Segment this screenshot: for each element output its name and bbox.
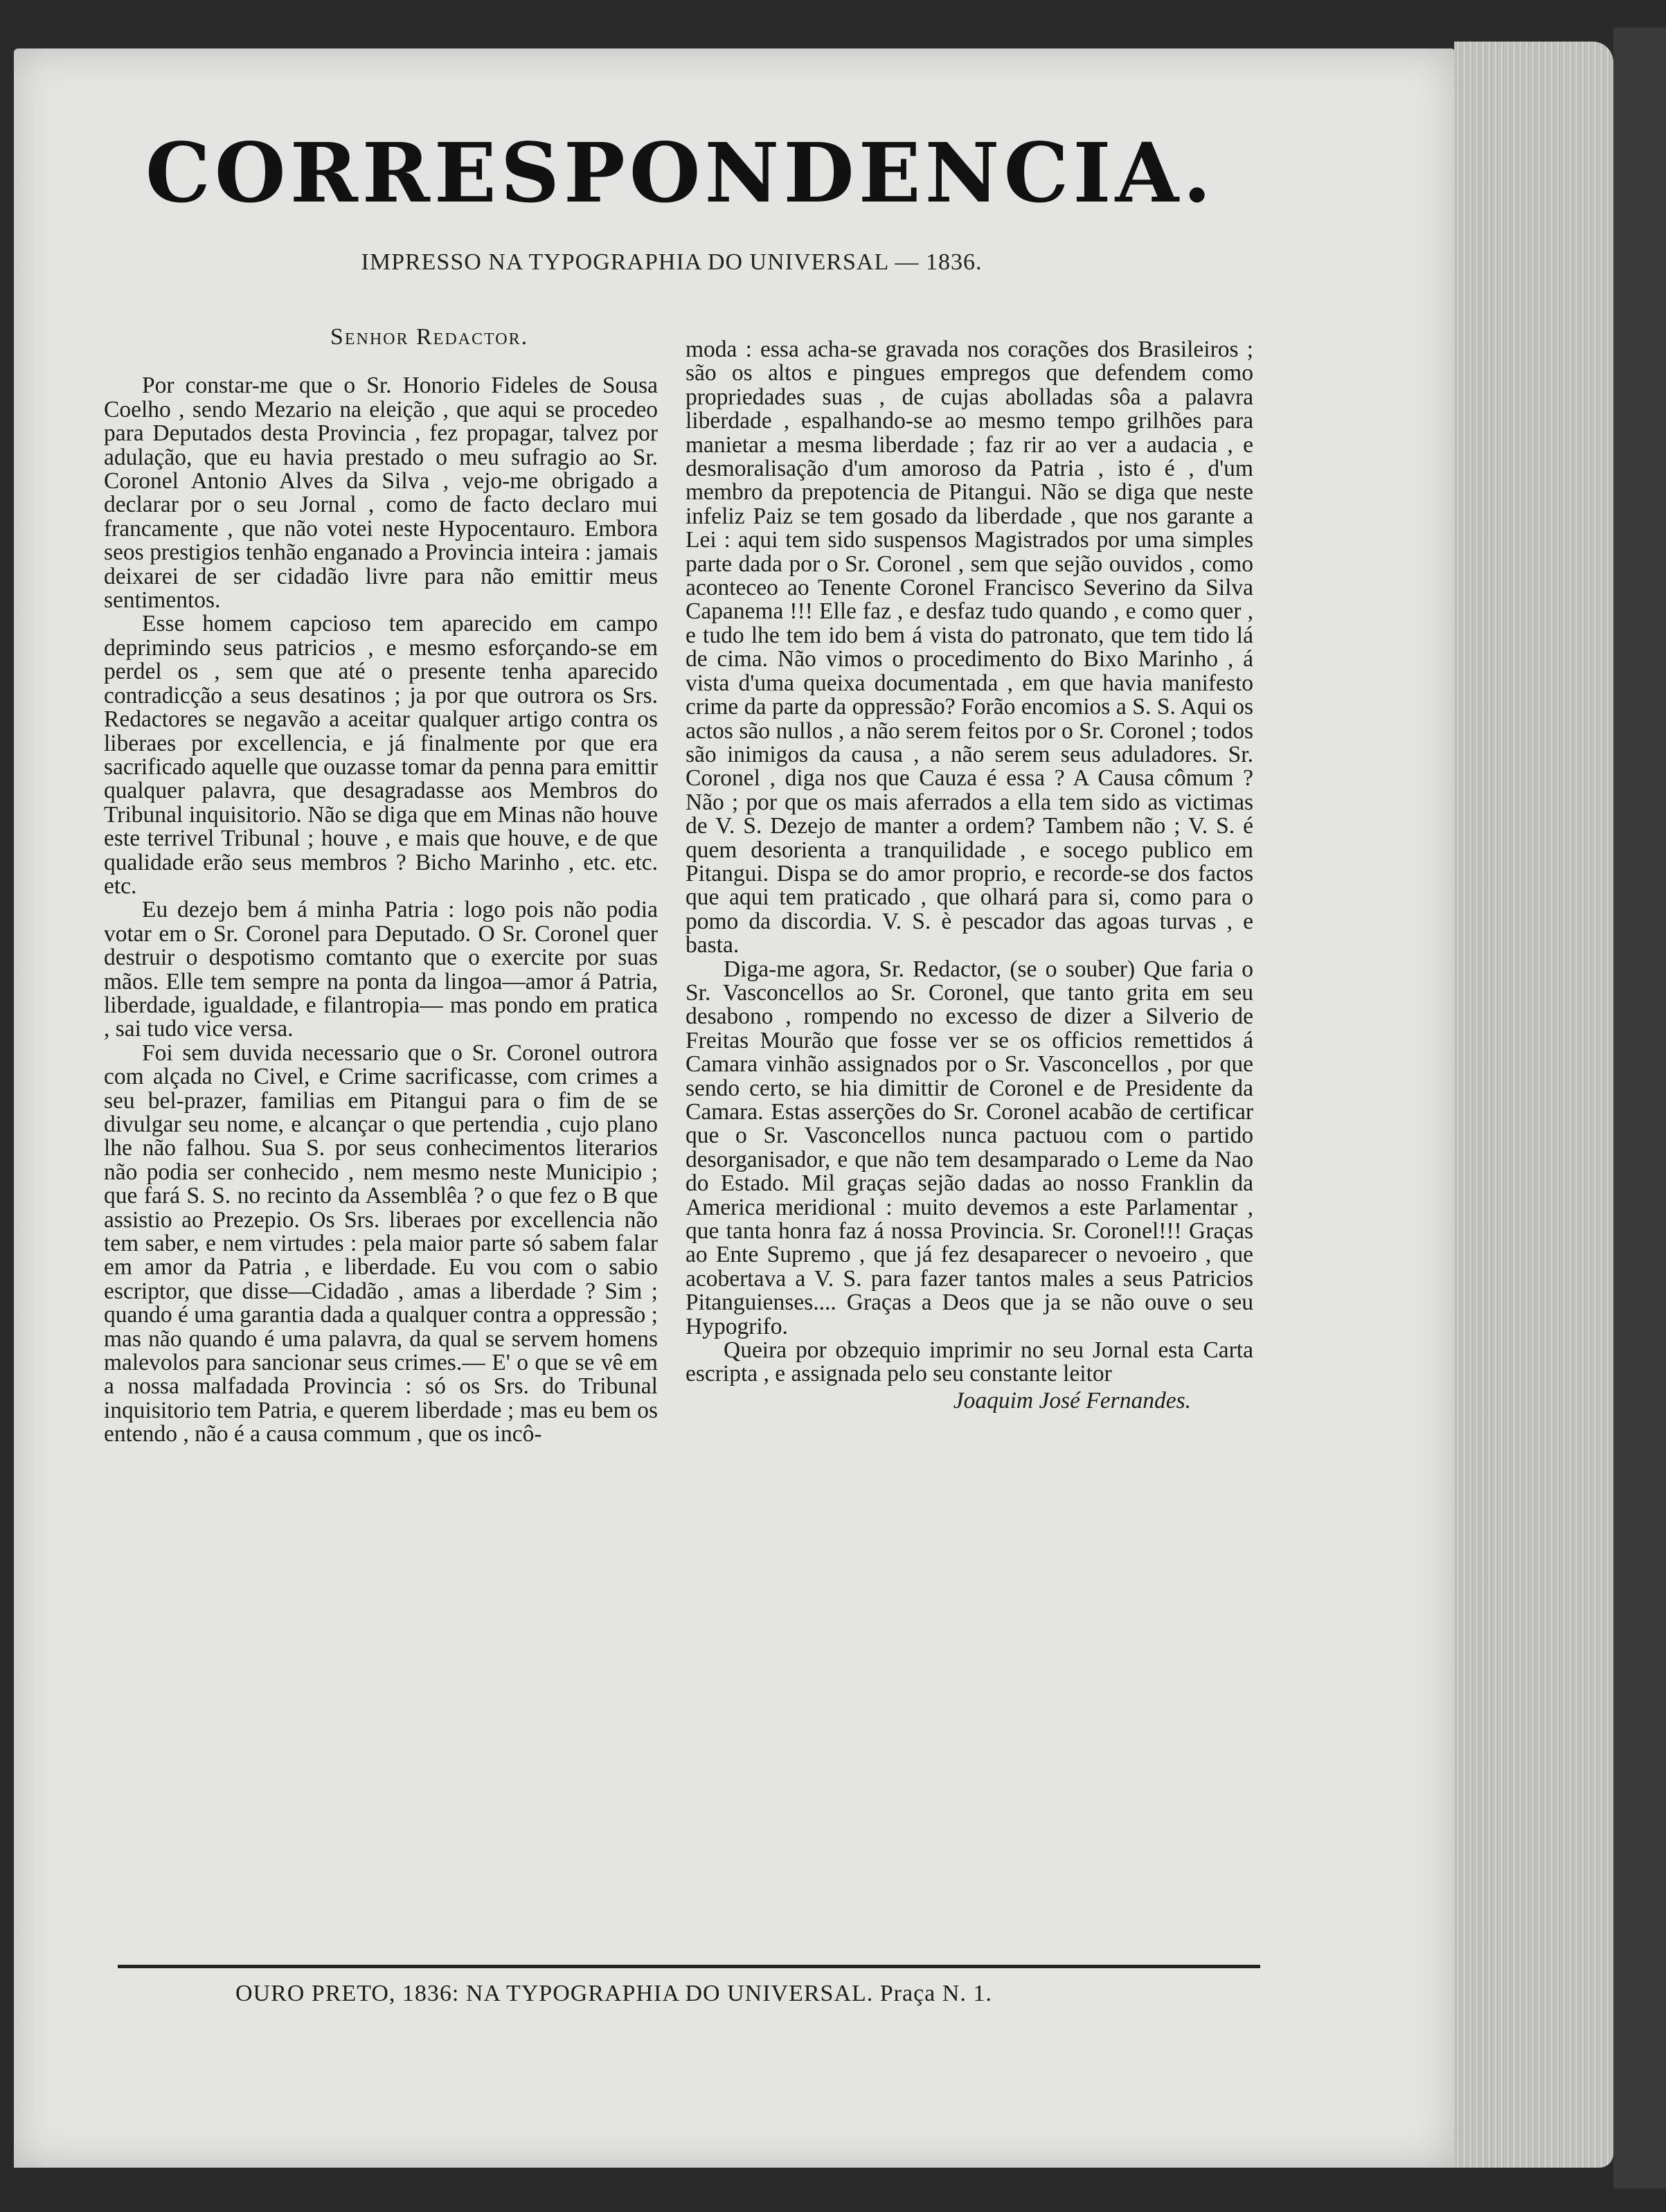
- imprint-line: IMPRESSO NA TYPOGRAPHIA DO UNIVERSAL — 1836.: [361, 249, 983, 275]
- paragraph: Por constar-me que o Sr. Honorio Fideles de Sousa Coelho , sendo Mezario na eleição , que aqui se procedeo para Deputados desta Provincia , fez propagar, talvez por adulação, que eu havia prestado o meu sufragio ao Sr. Coronel Antonio Alves da Silva , vejo-me obrigado a declarar por o seu Jornal , como de facto declaro mui francamente , que não votei neste Hypocentauro. Embora seos prestigios tenhão enganado a Provincia inteira : jamais deixarei de ser cidadão livre para não emittir meus sentimentos.: [104, 373, 658, 614]
- left-column: [104, 325, 658, 1447]
- paragraph: moda : essa acha-se gravada nos corações dos Brasileiros ; são os altos e pingues empregos que defendem como propriedades suas , de cujas abolladas sôa a palavra liberdade , espalhando-se ao mesmo tempo grilhões para manietar a mesma liberdade ; faz rir ao ver a audacia , e desmoralisação d'um amoroso da Patria , isto é , d'um membro da prepotencia de Pitangui. Não se diga que neste infeliz Paiz se tem gosado da liberdade , que nos garante a Lei : aqui tem sido suspensos Magistrados por uma simples parte dada por o Sr. Coronel , sem que sejão ouvidos , como aconteceo ao Tenente Coronel Francisco Severino da Silva Capanema !!! Elle faz , e desfaz tudo quando , e como quer , e tudo lhe tem ido bem á vista do patronato, que tem tido lá de cima. Não vimos o procedimento do Bixo Marinho , á vista d'uma queixa documentada , em que havia manifesto crime da parte da oppressão? Forão encomios a S. S. Aqui os actos são nullos , a não serem feitos por o Sr. Coronel ; todos são inimigos da causa , a não serem seus aduladores. Sr. Coronel , diga nos que Cauza é essa ? A Causa cômum ? Não ; por que os mais aferrados a ella tem sido as victimas de V. S. Dezejo de manter a ordem? Tambem não ; V. S. é quem desorienta a tranquilidade , e socego publico em Pitangui. Dispa se do amor proprio, e recorde-se dos factos que aqui tem praticado , que olhará para si, como para o pomo da discordia. V. S. è pescador das agoas turvas , e basta.: [686, 337, 1253, 958]
- footer-imprint: OURO PRETO, 1836: NA TYPOGRAPHIA DO UNIVERSAL. Praça N. 1.: [235, 1981, 992, 2006]
- paragraph: Foi sem duvida necessario que o Sr. Coronel outrora com alçada no Civel, e Crime sacrificasse, com crimes a seu bel-prazer, familias em Pitangui para o fim de se divulgar seu nome, e alcançar o que pertendia , cujo plano lhe não falhou. Sua S. por seus conhecimentos literarios não podia ser conhecido , nem mesmo neste Municipio ; que fará S. S. no recinto da Assemblêa ? o que fez o B que assistio ao Prezepio. Os Srs. liberaes por excellencia não tem saber, e nem virtudes : pela maior parte só sabem falar em amor da Patria , e liberdade. Eu vou com o sabio escriptor, que disse—Cidadão , amas a liberdade ? Sim ; quando é uma garantia dada a qualquer contra a oppressão ; mas não quando é uma palavra, da qual se servem homens malevolos para sancionar seus crimes.— E' o que se vê em a nossa malfadada Provincia : só os Srs. do Tribunal inquisitorio tem Patria, e querem liberdade ; mas eu bem os entendo , não é a causa commum , que os incô-: [104, 1040, 658, 1447]
- page-stack-edges: [1454, 42, 1613, 2168]
- binding-edge: [1613, 28, 1666, 2188]
- masthead-title: CORRESPONDENCIA.: [145, 125, 1216, 221]
- paragraph: Queira por obzequio imprimir no seu Jornal esta Carta escripta , e assignada pelo seu constante leitor: [686, 1337, 1253, 1387]
- paragraph: Diga-me agora, Sr. Redactor, (se o souber) Que faria o Sr. Vasconcellos ao Sr. Coronel, que tanto grita em seu desabono , rompendo no excesso de dizer a Silverio de Freitas Mourão que fosse ver se os officios remettidos á Camara vinhão assignados por o Sr. Vasconcellos , por que sendo certo, se hia dimittir de Coronel e de Presidente da Camara. Estas asserções do Sr. Coronel acabão de certificar que o Sr. Vasconcellos nunca pactuou com o partido desorganisador, e que não tem desamparado o Leme da Nao do Estado. Mil graças sejão dadas ao nosso Franklin da America meridional : muito devemos a este Parlamentar , que tanta honra faz á nossa Provincia. Sr. Coronel!!! Graças ao Ente Supremo , que já fez desaparecer o nevoeiro , que acobertava a V. S. para fazer tantos males a seus Patricios Pitanguienses.... Graças a Deos que ja se não ouve o seu Hypogrifo.: [686, 956, 1253, 1339]
- paragraph: Eu dezejo bem á minha Patria : logo pois não podia votar em o Sr. Coronel para Deputado. O Sr. Coronel quer destruir o despotismo comtanto que o exercite por suas mãos. Elle tem sempre na ponta da lingoa—amor á Patria, liberdade, igualdade, e filantropia— mas pondo em pratica , sai tudo vice versa.: [104, 897, 658, 1042]
- paragraph: Esse homem capcioso tem aparecido em campo deprimindo seus patricios , e mesmo esforçando-se em perdel os , sem que até o presente tenha aparecido contradicção a seus desatinos ; ja por que outrora os Srs. Redactores se negavão a aceitar qualquer artigo contra os liberaes por excellencia, e já finalmente por que era sacrificado aquelle que ouzasse tomar da penna para emittir qualquer palavra, que desagradasse aos Membros do Tribunal inquisitorio. Não se diga que em Minas não houve este terrivel Tribunal ; houve , e mais que houve, e de que qualidade erão seus membros ? Bicho Marinho , etc. etc. etc.: [104, 611, 658, 899]
- right-column: [686, 338, 1253, 1413]
- salutation: Senhor Redactor.: [330, 324, 529, 350]
- signature: Joaquim José Fernandes.: [953, 1387, 1191, 1413]
- footer-rule: [118, 1965, 1260, 1968]
